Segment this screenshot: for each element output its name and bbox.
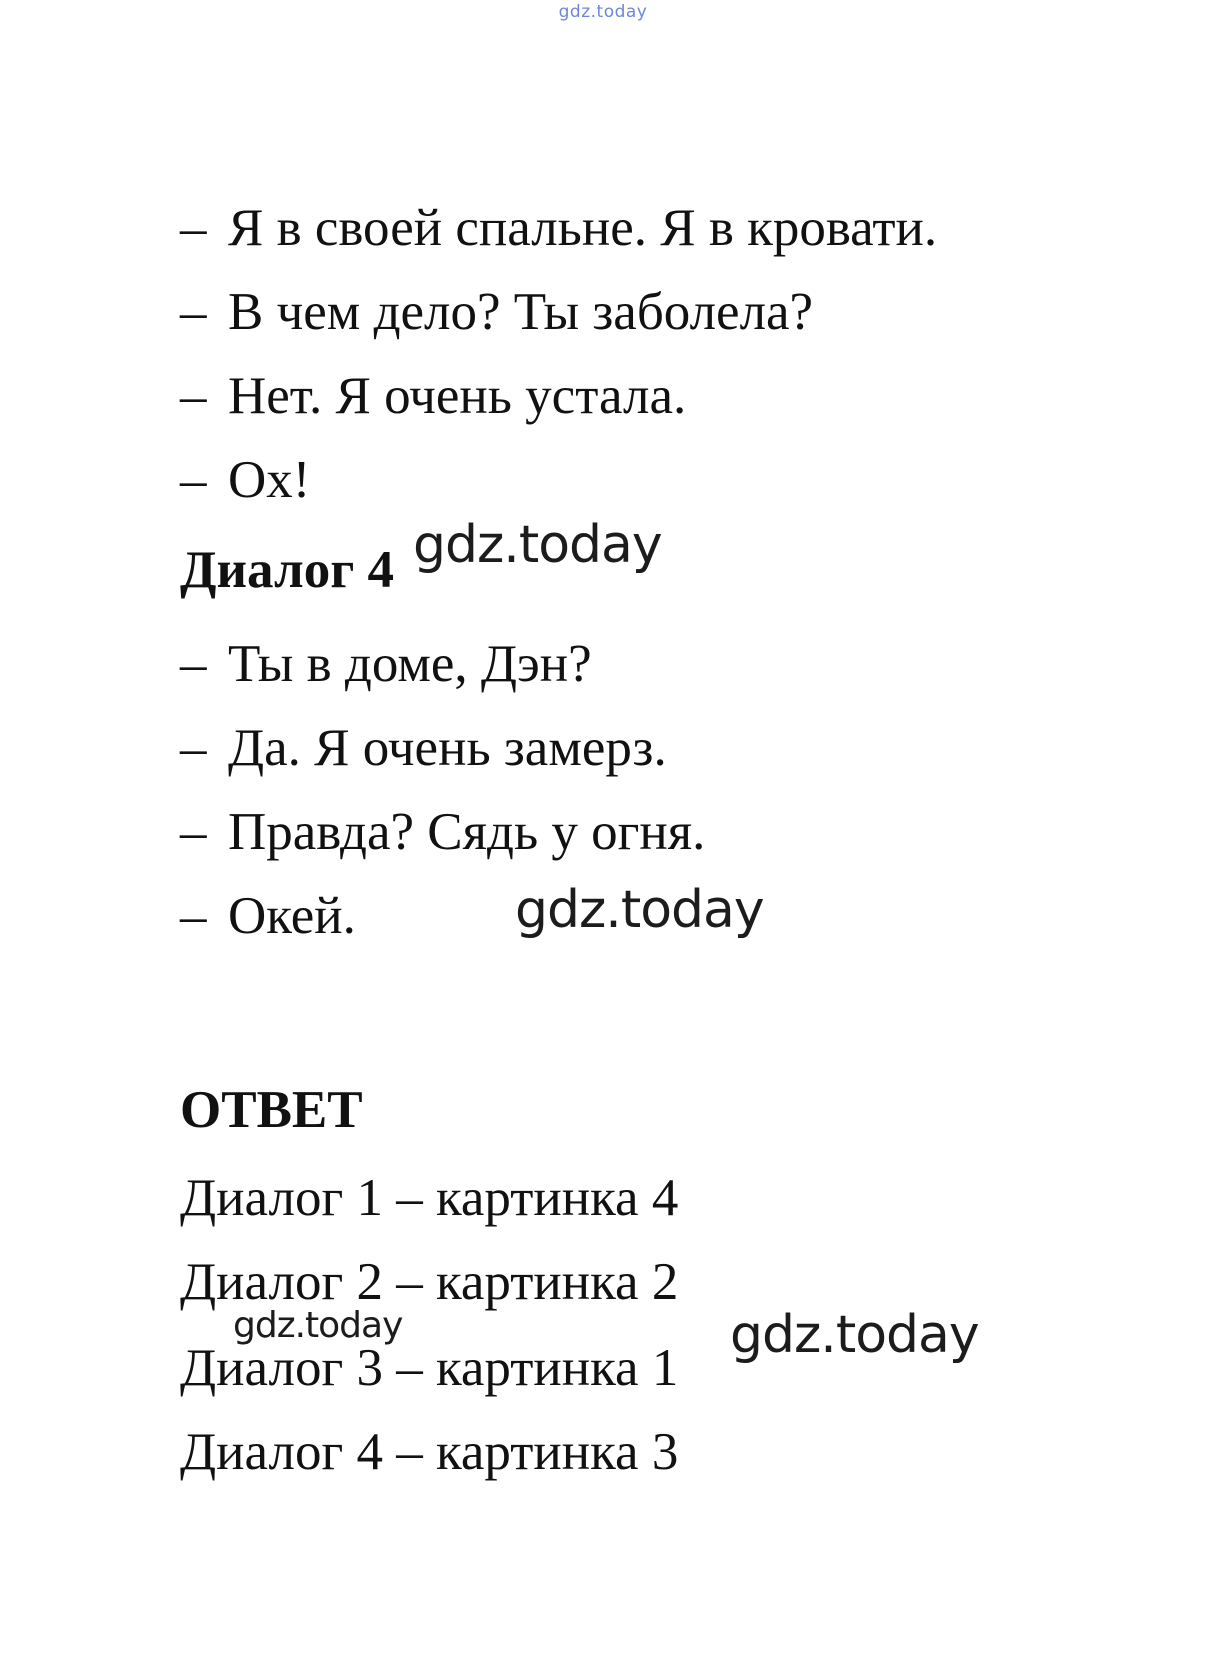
answer-line-1: Диалог 1 – картинка 4 bbox=[180, 1169, 679, 1227]
dialog4-line-2: – Да. Я очень замерз. bbox=[180, 719, 667, 777]
dialog3-line-4: – Ох! bbox=[180, 451, 311, 509]
dialog4-line-1: – Ты в доме, Дэн? bbox=[180, 635, 592, 693]
watermark: gdz.today bbox=[515, 880, 764, 940]
dialog4-line-3: – Правда? Сядь у огня. bbox=[180, 803, 706, 861]
dialog3-line-1: – Я в своей спальне. Я в кровати. bbox=[180, 199, 938, 257]
top-watermark: gdz.today bbox=[558, 2, 648, 22]
dialog4-line-4: – Окей. bbox=[180, 887, 356, 945]
answer-heading: ОТВЕТ bbox=[180, 1081, 363, 1139]
watermark: gdz.today bbox=[233, 1305, 403, 1346]
watermark: gdz.today bbox=[413, 515, 662, 575]
dialog3-line-2: – В чем дело? Ты заболела? bbox=[180, 283, 814, 341]
dialog4-heading: Диалог 4 bbox=[180, 541, 395, 599]
answer-line-3: Диалог 3 – картинка 1 bbox=[180, 1339, 679, 1397]
answer-line-2: Диалог 2 – картинка 2 bbox=[180, 1253, 679, 1311]
answer-line-4: Диалог 4 – картинка 3 bbox=[180, 1423, 679, 1481]
dialog3-line-3: – Нет. Я очень устала. bbox=[180, 367, 687, 425]
watermark: gdz.today bbox=[730, 1305, 979, 1365]
